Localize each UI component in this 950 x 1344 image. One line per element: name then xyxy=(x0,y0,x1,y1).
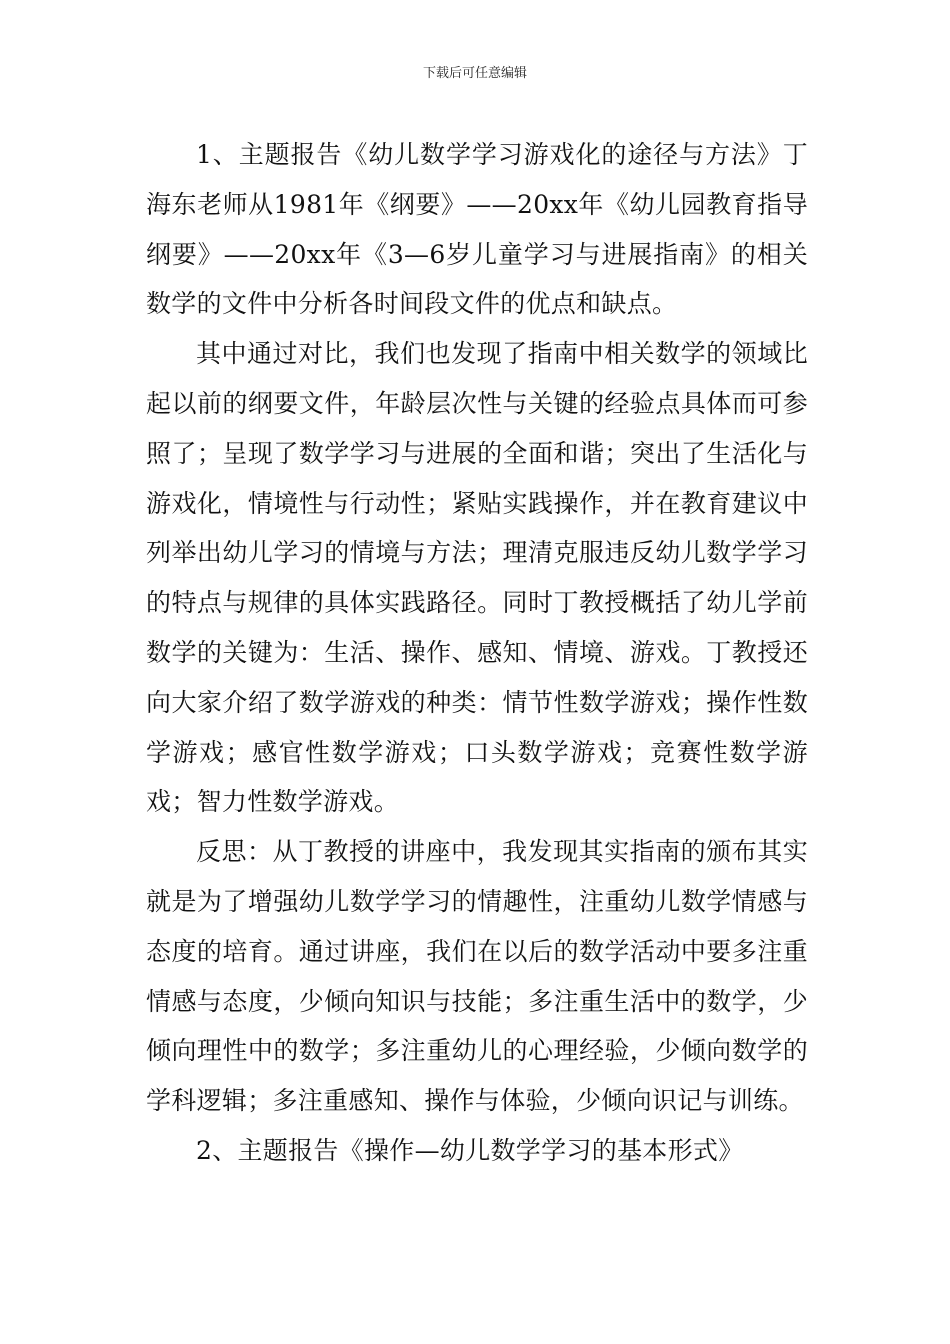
paragraph-report-1: 1、主题报告《幼儿数学学习游戏化的途径与方法》丁海东老师从1981年《纲要》——20xx年《幼儿园教育指导纲要》——20xx年《3—6岁儿童学习与进展指南》的相关数学的文件中分析各时间段文件的优点和缺点。 xyxy=(146,140,808,319)
paragraph-report-2: 2、主题报告《操作—幼儿数学学习的基本形式》 xyxy=(196,1135,744,1165)
paragraph-comparison: 其中通过对比，我们也发现了指南中相关数学的领域比起以前的纲要文件，年龄层次性与关键的经验点具体而可参照了；呈现了数学学习与进展的全面和谐；突出了生活化与游戏化，情境性与行动性；紧贴实践操作，并在教育建议中列举出幼儿学习的情境与方法；理清克服违反幼儿数学学习的特点与规律的具体实践路径。同时丁教授概括了幼儿学前数学的关键为：生活、操作、感知、情境、游戏。丁教授还向大家介绍了数学游戏的种类：情节性数学游戏；操作性数学游戏；感官性数学游戏；口头数学游戏；竞赛性数学游戏；智力性数学游戏。 xyxy=(146,339,808,817)
paragraph-reflection: 反思：从丁教授的讲座中，我发现其实指南的颁布其实就是为了增强幼儿数学学习的情趣性，注重幼儿数学情感与态度的培育。通过讲座，我们在以后的数学活动中要多注重情感与态度，少倾向知识与技能；多注重生活中的数学，少倾向理性中的数学；多注重幼儿的心理经验，少倾向数学的学科逻辑；多注重感知、操作与体验，少倾向识记与训练。 xyxy=(146,837,808,1116)
header-note: 下载后可任意编辑 xyxy=(422,66,527,81)
document-body xyxy=(146,130,808,1176)
